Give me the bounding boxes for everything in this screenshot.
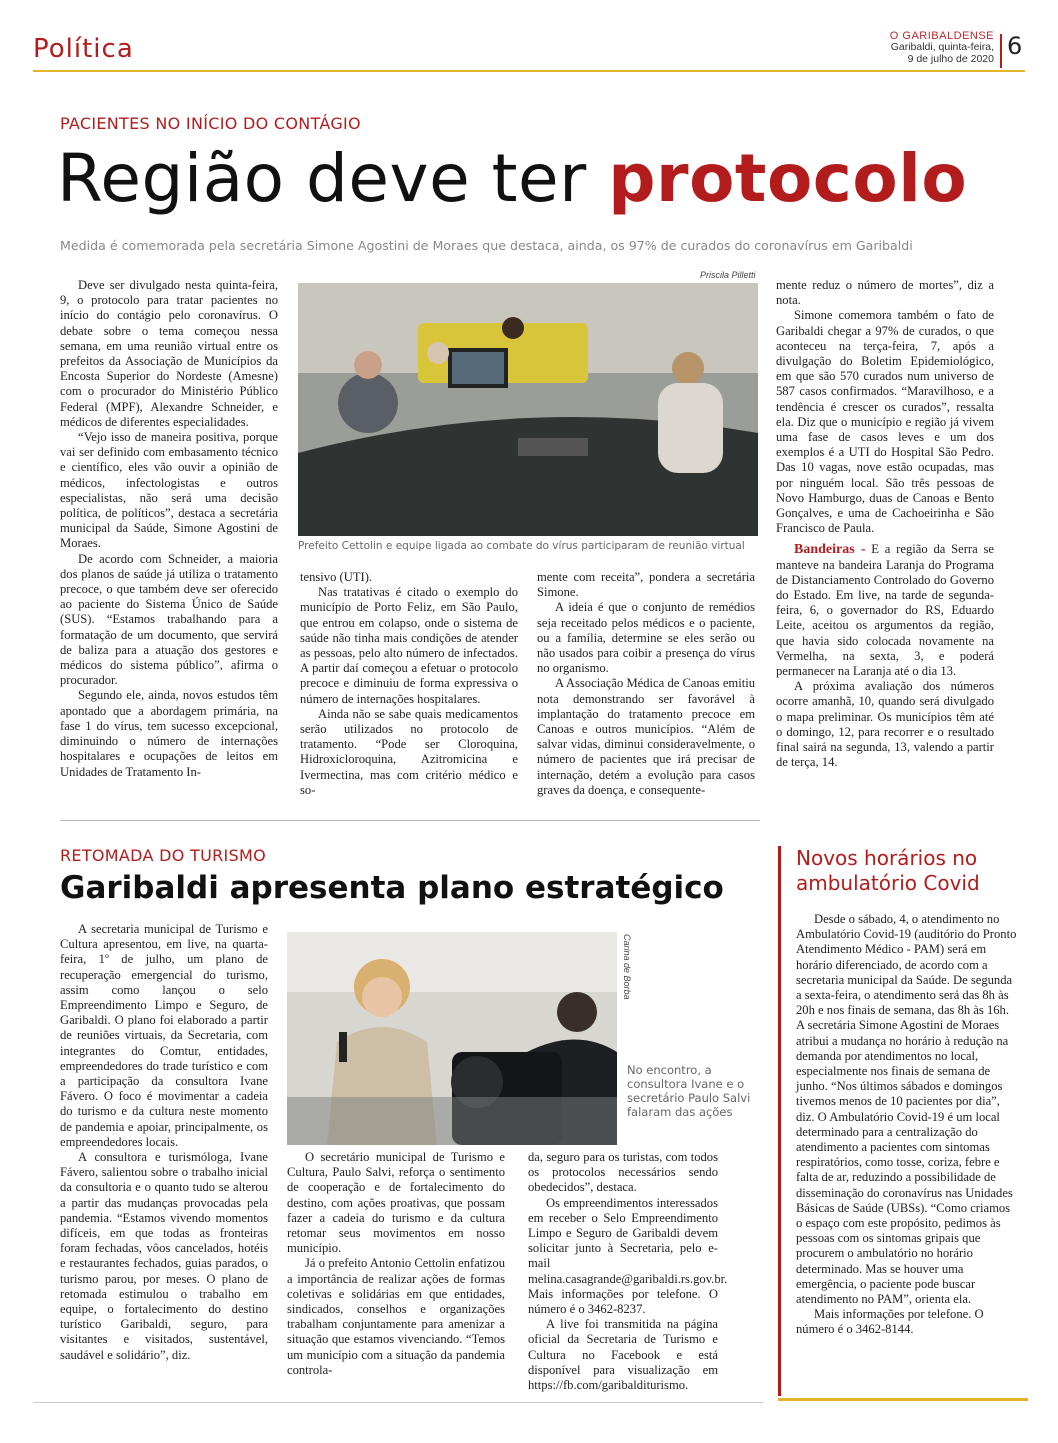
meeting-photo-illustration [298,283,758,536]
paragraph: “Vejo isso de maneira positiva, porque vai ser definido com embasamento técnico e científico, eles vão ouvir a opinião de médicos, infectologistas e outros especialistas, não será uma decisão política, de políticos”, destaca a secretária municipal da Saúde, Simone Agostini de Moraes. [60,430,278,551]
article1-subhead: Medida é comemorada pela secretária Simone Agostini de Moraes que destaca, ainda, os 97% de curados do coronavírus em Garibaldi [60,238,913,253]
paragraph: Segundo ele, ainda, novos estudos têm apontado que a abordagem primária, na fase 1 do vírus, tem sucesso excepcional, diminuindo o número de internações hospitalares e ocupações de leitos em Unidades de Tratamento In- [60,688,278,779]
dateline-city: Garibaldi, quinta-feira, [890,41,994,54]
sidebar-bottom-rule [778,1398,1028,1401]
paragraph: O secretário municipal de Turismo e Cultura, Paulo Salvi, reforça o sentimento de cooperação e de fortalecimento do destino, com ações proativas, que possam fazer a cadeia do turismo e da cultura retomar seus movimentos em nosso município. [287,1150,505,1256]
paragraph: A secretaria municipal de Turismo e Cultura apresentou, em live, na quarta-feira, 1º de julho, um plano de recuperação emergencial do turismo, assim como lançou o selo Empreendimento Limpo e Seguro, de Garibaldi. O plano foi elaborado a partir de reuniões virtuais, da Secretaria, com integrantes do Comtur, entidades, empreendedores do trade turístico e com a participação da consultora Ivane Fávero. O foco é movimentar a cadeia do turismo e da cultura neste momento de pandemia e apoiar, principalmente, os empreendedores locais. [60,922,268,1149]
sidebar-body [796,912,1018,1338]
paragraph: Mais informações por telefone. O número é o 3462-8144. [796,1307,984,1337]
paragraph: Ainda não se sabe quais medicamentos serão utilizados no protocolo de tratamento. “Pode ser Cloroquina, Hidroxicloroquina, Azitromicina e Ivermectina, mas com critério médico e so- [300,706,518,797]
paragraph: mente com receita”, pondera a secretária Simone. [537,570,755,600]
article1-photo-caption: Prefeito Cettolin e equipe ligada ao combate do vírus participaram de reunião virtual [298,540,745,552]
article1-column-2 [300,570,518,798]
article2-column-2 [287,1150,505,1378]
bandeiras-paragraph [776,542,994,679]
paragraph: da, seguro para os turistas, com todos os protocolos necessários sendo obedecidos”, destaca. [528,1150,718,1195]
page-bottom-rule [33,1402,763,1403]
paragraph: A consultora e turismóloga, Ivane Fávero, salientou sobre o trabalho inicial da consultoria e o quanto tudo se alterou a partir das mudanças provocadas pela pandemia. “Estamos vivendo momentos difíceis, em que todas as fronteiras foram fechadas, vôos cancelados, hotéis e restaurantes fechados, guias parados, o turismo parou, por meses. O plano de retomada estimulou o trabalho em equipe, o fortalecimento do destino turístico Garibaldi, seguro, para visitantes e visitados, sustentável, saudável e solidário”, diz. [60,1150,268,1362]
paragraph: A ideia é que o conjunto de remédios seja receitado pelos médicos e o paciente, ou a família, determine se eles serão ou não usados para coibir a presença do vírus no organismo. [537,600,755,676]
article1-headline [57,140,967,217]
section-divider [33,70,1025,72]
article1-column-3 [537,570,755,798]
headline-normal-text: Região deve ter [57,140,609,217]
dateline-date: 9 de julho de 2020 [907,52,994,65]
paragraph: De acordo com Schneider, a maioria dos planos de saúde já utiliza o tratamento precoce, o que também deve ser oferecido ao paciente do Sistema Único de Saúde (SUS). “Estamos trabalhando para a formatação de um documento, que servirá de baliza para a atuação dos gestores e médicos do sistema público”, afirma o procurador. [60,551,278,688]
article2-column-3 [528,1150,728,1393]
article2-headline: Garibaldi apresenta plano estratégico [60,870,724,906]
article1-column-4 [776,278,994,771]
meeting-photo [298,283,758,536]
headline-emphasis-text: protocolo [608,140,968,217]
article2-column-1 [60,922,268,1363]
sidebar-title: Novos horários no ambulatório Covid [796,846,980,895]
paragraph: Os empreendimentos interessados em receber o Selo Empreendimento Limpo e Seguro de Garibaldi devem solicitar junto à Secretaria, pelo e-mail melina.casagrande@garibaldi.rs.gov.br. Mais informações por telefone. O número é o 3462-8237. [528,1195,728,1317]
article1-kicker: PACIENTES NO INÍCIO DO CONTÁGIO [60,114,361,133]
bandeiras-subheading: Bandeiras - [794,542,866,558]
section-title: Política [33,34,134,64]
paragraph: A live foi transmitida na página oficial da Secretaria de Turismo e Cultura no Facebook e está disponível para visualização em https://fb.com/garibalditurismo. [528,1317,718,1393]
paragraph: A Associação Médica de Canoas emitiu nota demonstrando ser favorável à implantação do tratamento precoce em Canoas e outros municípios. “Além de salvar vidas, diminui consideravelmente, o número de pacientes que irá precisar de internação, detém a evolução para casos graves da doença, e consequente- [537,676,755,797]
paragraph: Simone comemora também o fato de Garibaldi chegar a 97% de curados, o que aconteceu na terça-feira, 7, após a divulgação do Boletim Epidemiológico, em que são 570 curados num universo de 587 casos confirmados. “Maravilhoso, e a tendência é crescer os curados”, ressalta ela. Diz que o município e região já vivem uma fase de casos leves e um dos exemplos é a UTI do Hospital São Pedro. Das 10 vagas, nove estão ocupadas, mas por ninguém local. São três pessoas de Novo Hamburgo, duas de Canoas e Bento Gonçalves, e uma de Cachoeirinha e São Francisco de Paula. [776,308,994,536]
article2-photo-caption: No encontro, a consultora Ivane e o secretário Paulo Salvi falaram das ações [627,1063,751,1119]
masthead [890,30,994,65]
bandeiras-text: E a região da Serra se manteve na bandeira Laranja do Programa de Distanciamento Controlado do Governo do Estado. Em live, na tarde de segunda-feira, 6, o governador do RS, Eduardo Leite, aceitou os argumentos da região, que havia sido colocada novamente na Vermelha, na sexta, 3, e poderá permanecer na Laranja até o dia 13. [776,542,994,679]
sidebar-accent-bar [778,846,781,1396]
page-number: 6 [1007,32,1023,60]
paragraph: Já o prefeito Antonio Cettolin enfatizou a importância de realizar ações de formas coletivas e solidárias em que entidades, sindicados, conselhos e organizações trabalham conjuntamente para amenizar a situação que estamos vivenciando. “Temos um município com a situação da pandemia controla- [287,1256,505,1377]
live-photo [287,932,617,1145]
paragraph: Nas tratativas é citado o exemplo do município de Porto Feliz, em São Paulo, que entrou em colapso, onde o sistema de saúde não tinha mais condições de atender as pessoas, pelo alto número de infectados. A partir daí começou a efetuar o protocolo precoce e diminuiu de forma expressiva o número de internações hospitalares. [300,585,518,706]
article-divider [60,820,760,821]
newspaper-name: O GARIBALDENSE [889,30,994,42]
paragraph: mente reduz o número de mortes”, diz a nota. [776,278,994,308]
paragraph: Desde o sábado, 4, o atendimento no Ambulatório Covid-19 (auditório do Pronto Atendimento Médico - PAM) será em horário diferenciado, de acordo com a secretaria municipal da Saúde. De segunda a sexta-feira, o atendimento será das 8h às 20h e nos finais de semana, das 8h às 16h. A secretária Simone Agostini de Moraes atribui a mudança no horário à redução na demanda por atendimentos no local, especialmente nos finais de semana de junho. “Nos últimos sábados e domingos tivemos menos de 10 pacientes por dia”, diz. O Ambulatório Covid-19 é um local determinado para a centralização do atendimento a pacientes com sintomas respiratórios, como tosse, coriza, febre e falta de ar, reduzindo a possibilidade de disseminação do coronavírus nas Unidades Básicas de Saúde (UBSs). “Como criamos o espaço com este propósito, pedimos às pessoas com os sintomas gripais que procurem o ambulatório no horário determinado. Mas se houver uma emergência, o paciente pode buscar atendimento no PAM”, orienta ela. [796,912,1017,1307]
paragraph: Deve ser divulgado nesta quinta-feira, 9, o protocolo para tratar pacientes no início do contágio pelo coronavírus. O debate sobre o tema começou nessa semana, em uma reunião virtual entre os prefeitos da Associação de Municípios da Encosta Superior do Nordeste (Amesne) com o procurador do Ministério Público Federal (MPF), Alexandre Schneider, e médicos de diferentes especialidades. [60,278,278,429]
paragraph: A próxima avaliação dos números ocorre amanhã, 10, quando será divulgado o mapa preliminar. Os municípios têm até o domingo, 12, para recorrer e o resultado final sairá na segunda, 13, valendo a partir de terça, 14. [776,679,994,770]
live-photo-illustration [287,932,617,1145]
photo2-credit: Carina de Borba [622,934,632,1000]
article2-kicker: RETOMADA DO TURISMO [60,846,266,865]
article1-column-1 [60,278,278,780]
paragraph: tensivo (UTI). [300,570,373,584]
page-number-divider [1000,34,1002,68]
photo-credit: Priscila Pilletti [700,270,756,280]
